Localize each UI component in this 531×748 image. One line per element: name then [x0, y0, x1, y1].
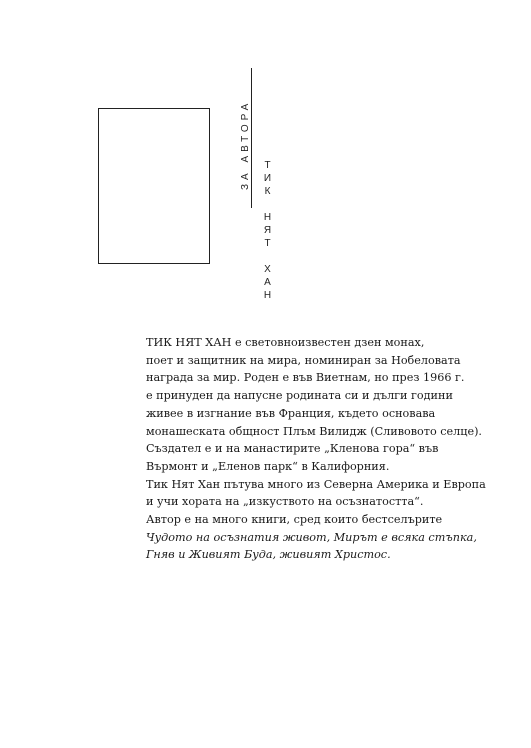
author-bio [146, 334, 486, 564]
divider-line [251, 68, 252, 208]
bio-line: Създател е и на манастирите „Кленова гора“ във [146, 442, 439, 456]
author-photo-placeholder [98, 108, 210, 264]
bio-line: Върмонт и „Еленов парк“ в Калифорния. [146, 459, 390, 473]
bio-line: ТИК НЯТ ХАН е световноизвестен дзен монах, [146, 336, 425, 349]
bio-line: монашеската общност Плъм Вилидж (Сливовото селце). [146, 424, 482, 438]
bio-line: Автор е на много книги, сред които бестселърите [146, 513, 443, 527]
bio-line: и учи хората на „изкуството на осъзнатостта“. [146, 495, 424, 509]
bio-line: награда за мир. Роден е във Виетнам, но през 1966 г. [146, 371, 465, 385]
book-titles-line: Гняв и Живият Буда, живият Христос. [146, 548, 391, 562]
section-label: ЗА АВТОРА [240, 99, 251, 190]
bio-line: поет и защитник на мира, номиниран за Нобеловата [146, 353, 461, 367]
bio-line: Тик Нят Хан пътува много из Северна Америка и Европа [146, 477, 486, 491]
bio-line: живее в изгнание във Франция, където основава [146, 406, 436, 420]
bio-line: е принуден да напусне родината си и дълги години [146, 389, 453, 403]
book-titles-line: Чудото на осъзнатия живот, Мирът е всяка стъпка, [146, 530, 477, 544]
author-name-vertical: ТИК НЯТ ХАН [262, 160, 273, 303]
